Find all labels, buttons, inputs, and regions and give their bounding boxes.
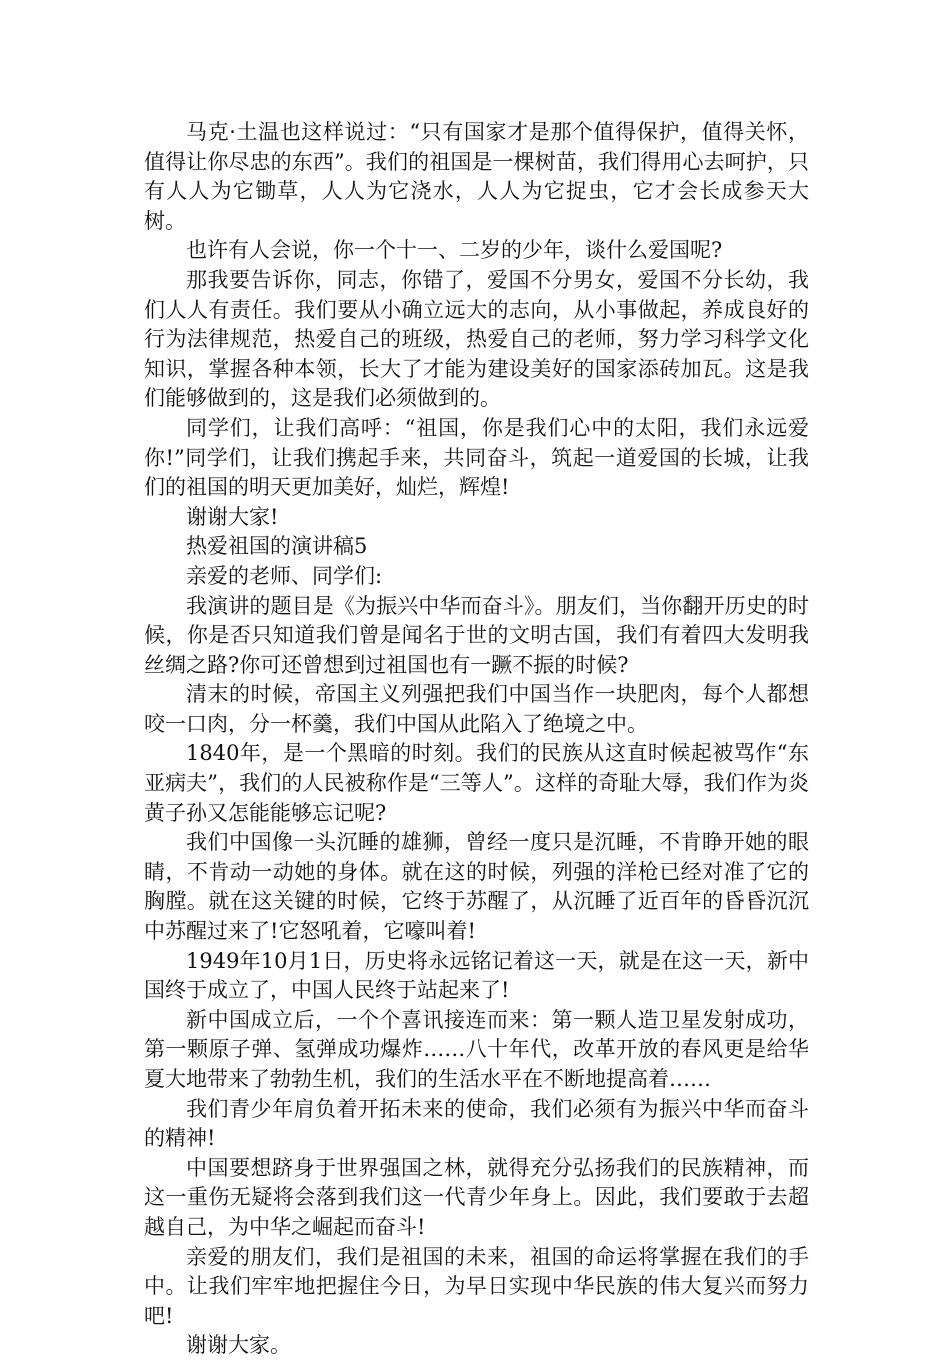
paragraph-4: 同学们，让我们高呼：“祖国，你是我们心中的太阳，我们永远爱你!”同学们，让我们携起手来，共同奋斗，筑起一道爱国的长城，让我们的祖国的明天更加美好，灿烂，辉煌!	[144, 415, 809, 500]
paragraph-9: 清末的时候，帝国主义列强把我们中国当作一块肥肉，每个人都想咬一口肉，分一杯羹，我们中国从此陷入了绝境之中。	[144, 682, 809, 736]
paragraph-2: 也许有人会说，你一个十一、二岁的少年，谈什么爱国呢?	[186, 238, 723, 263]
salutation: 亲爱的老师、同学们:	[186, 563, 383, 588]
paragraph-12: 1949年10月1日，历史将永远铭记着这一天，就是在这一天，新中国终于成立了，中国人民终于站起来了!	[144, 948, 809, 1003]
section-heading: 热爱祖国的演讲稿5	[186, 534, 368, 559]
paragraph-1: 马克·土温也这样说过：“只有国家才是那个值得保护，值得关怀，值得让你尽忠的东西”。我们的祖国是一棵树苗，我们得用心去呵护，只有人人为它锄草，人人为它浇水，人人为它捉虫，它才会长成参天大树。	[144, 120, 809, 233]
paragraph-3: 那我要告诉你，同志，你错了，爱国不分男女，爱国不分长幼，我们人人有责任。我们要从小确立远大的志向，从小事做起，养成良好的行为法律规范，热爱自己的班级，热爱自己的老师，努力学习科学文化知识，掌握各种本领，长大了才能为建设美好的国家添砖加瓦。这是我们能够做到的，这是我们必须做到的。	[144, 267, 809, 411]
document-body	[144, 118, 809, 1361]
paragraph-5: 谢谢大家!	[186, 504, 279, 529]
paragraph-10: 1840年，是一个黑暗的时刻。我们的民族从这直时候起被骂作“东亚病夫”，我们的人民被称作是“三等人”。这样的奇耻大辱，我们作为炎黄子孙又怎能能够忘记呢?	[144, 741, 809, 825]
paragraph-15: 中国要想跻身于世界强国之林，就得充分弘扬我们的民族精神，而这一重伤无疑将会落到我们这一代青少年身上。因此，我们要敢于去超越自己，为中华之崛起而奋斗!	[144, 1155, 809, 1239]
paragraph-16: 亲爱的朋友们，我们是祖国的未来，祖国的命运将掌握在我们的手中。让我们牢牢地把握住今日，为早日实现中华民族的伟大复兴而努力吧!	[144, 1244, 809, 1328]
paragraph-8: 我演讲的题目是《为振兴中华而奋斗》。朋友们，当你翻开历史的时候，你是否只知道我们曾是闻名于世的文明古国，我们有着四大发明我丝绸之路?你可还曾想到过祖国也有一蹶不振的时候?	[144, 593, 809, 677]
paragraph-14: 我们青少年肩负着开拓未来的使命，我们必须有为振兴中华而奋斗的精神!	[144, 1096, 809, 1151]
paragraph-11: 我们中国像一头沉睡的雄狮，曾经一度只是沉睡，不肯睁开她的眼睛，不肯动一动她的身体。就在这的时候，列强的洋枪已经对准了它的胸膛。就在这关键的时候，它终于苏醒了，从沉睡了近百年的昏昏沉沉中苏醒过来了!它怒吼着，它嚎叫着!	[144, 830, 809, 944]
closing-thanks: 谢谢大家。	[186, 1333, 291, 1358]
paragraph-13: 新中国成立后，一个个喜讯接连而来：第一颗人造卫星发射成功，第一颗原子弹、氢弹成功爆炸……八十年代，改革开放的春风更是给华夏大地带来了勃勃生机，我们的生活水平在不断地提高着……	[144, 1007, 809, 1091]
